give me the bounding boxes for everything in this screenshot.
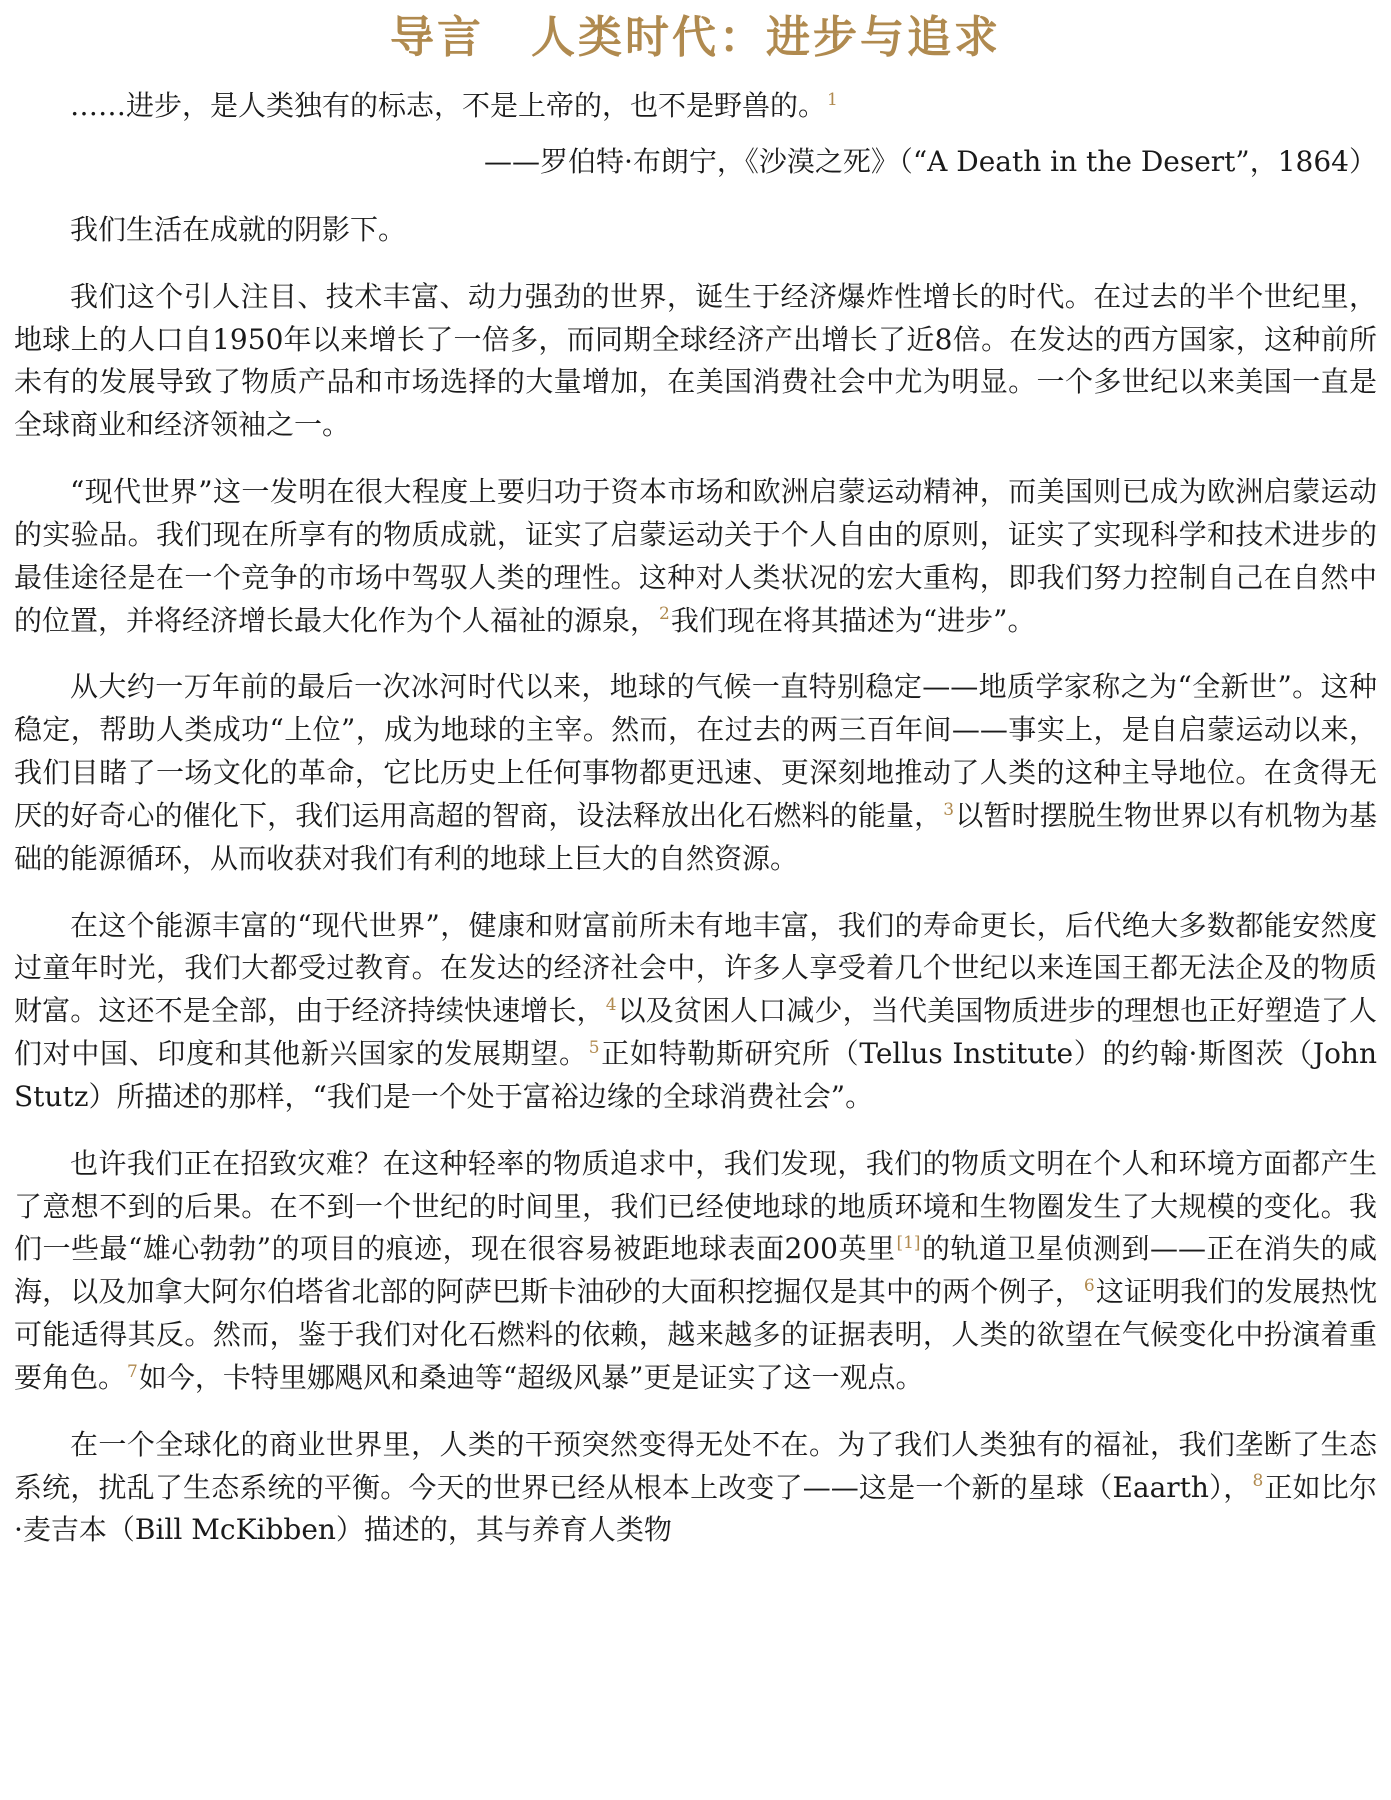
paragraph-text: 从大约一万年前的最后一次冰河时代以来，地球的气候一直特别稳定——地质学家称之为“全新世”。这种稳定，帮助人类成功“上位”，成为地球的主宰。然而，在过去的两三百年间——事实上，是自启蒙运动以来，我们目睹了一场文化的革命，它比历史上任何事物都更迅速、更深刻地推动了人类的这种主导地位。在贪得无厌的好奇心的催化下，我们运用高超的智商，设法释放出化石燃料的能量， bbox=[14, 670, 1377, 832]
paragraph-text: 以暂时摆脱生物世界以有机物为基础的能源循环，从而收获对我们有利的地球上巨大的自然资源。 bbox=[14, 798, 1377, 875]
footnote-ref[interactable]: 7 bbox=[127, 1361, 138, 1382]
paragraph-text: 我们这个引人注目、技术丰富、动力强劲的世界，诞生于经济爆炸性增长的时代。在过去的半个世纪里，地球上的人口自1950年以来增长了一倍多，而同期全球经济产出增长了近8倍。在发达的西方国家，这种前所未有的发展导致了物质产品和市场选择的大量增加，在美国消费社会中尤为明显。一个多世纪以来美国一直是全球商业和经济领袖之一。 bbox=[14, 279, 1377, 442]
paragraph-text: 这证明我们的发展热忱可能适得其反。然而，鉴于我们对化石燃料的依赖，越来越多的证据表明，人类的欲望在气候变化中扮演着重要角色。 bbox=[14, 1275, 1377, 1394]
body-paragraph bbox=[14, 666, 1377, 880]
paragraph-text: 正如比尔·麦吉本（Bill McKibben）描述的，其与养育人类物 bbox=[14, 1470, 1377, 1547]
body-paragraph bbox=[14, 1424, 1377, 1552]
paragraph-text: “现代世界”这一发明在很大程度上要归功于资本市场和欧洲启蒙运动精神，而美国则已成为欧洲启蒙运动的实验品。我们现在所享有的物质成就，证实了启蒙运动关于个人自由的原则，证实了实现科学和技术进步的最佳途径是在一个竞争的市场中驾驭人类的理性。这种对人类状况的宏大重构，即我们努力控制自己在自然中的位置，并将经济增长最大化作为个人福祉的源泉， bbox=[14, 475, 1377, 637]
paragraph-text: 如今，卡特里娜飓风和桑迪等“超级风暴”更是证实了这一观点。 bbox=[138, 1360, 924, 1394]
body-paragraph bbox=[14, 905, 1377, 1119]
paragraph-text: 在一个全球化的商业世界里，人类的干预突然变得无处不在。为了我们人类独有的福祉，我们垄断了生态系统，扰乱了生态系统的平衡。今天的世界已经从根本上改变了——这是一个新的星球（Eaarth）， bbox=[14, 1427, 1377, 1504]
body-paragraph bbox=[14, 471, 1377, 642]
footnote-ref[interactable]: 4 bbox=[605, 994, 617, 1015]
epigraph-quote-text: ……进步，是人类独有的标志，不是上帝的，也不是野兽的。 bbox=[70, 89, 827, 122]
body-paragraph bbox=[14, 209, 1377, 252]
footnote-ref[interactable]: 1 bbox=[827, 89, 838, 110]
paragraph-text: 也许我们正在招致灾难？在这种轻率的物质追求中，我们发现，我们的物质文明在个人和环境方面都产生了意想不到的后果。在不到一个世纪的时间里，我们已经使地球的地质环境和生物圈发生了大规模的变化。我们一些最“雄心勃勃”的项目的痕迹，现在很容易被距地球表面200英里 bbox=[14, 1146, 1377, 1266]
chapter-title: 导言 人类时代：进步与追求 bbox=[390, 12, 1001, 63]
paragraph-text: 以及贫困人口减少，当代美国物质进步的理想也正好塑造了人们对中国、印度和其他新兴国家的发展期望。 bbox=[14, 994, 1377, 1071]
body-paragraph bbox=[14, 276, 1377, 447]
footnote-ref[interactable]: 5 bbox=[588, 1037, 600, 1058]
footnote-ref[interactable]: [1] bbox=[896, 1233, 921, 1254]
epigraph-attribution: ——罗伯特·布朗宁，《沙漠之死》（“A Death in the Desert”，1864） bbox=[483, 145, 1377, 178]
paragraph-text: 我们生活在成就的阴影下。 bbox=[70, 213, 407, 246]
paragraph-text: 的轨道卫星侦测到——正在消失的咸海，以及加拿大阿尔伯塔省北部的阿萨巴斯卡油砂的大面积挖掘仅是其中的两个例子， bbox=[14, 1232, 1377, 1309]
footnote-ref[interactable]: 2 bbox=[659, 604, 670, 625]
footnote-ref[interactable]: 3 bbox=[943, 799, 955, 820]
footnote-ref[interactable]: 8 bbox=[1252, 1471, 1264, 1492]
paragraph-text: 我们现在将其描述为“进步”。 bbox=[670, 603, 1036, 637]
epigraph-quote bbox=[14, 85, 1377, 127]
body-paragraph bbox=[14, 1143, 1377, 1400]
paragraph-text: 正如特勒斯研究所（Tellus Institute）的约翰·斯图茨（John Stutz）所描述的那样，“我们是一个处于富裕边缘的全球消费社会”。 bbox=[14, 1037, 1377, 1113]
body-text bbox=[14, 209, 1377, 1552]
paragraph-text: 在这个能源丰富的“现代世界”，健康和财富前所未有地丰富，我们的寿命更长，后代绝大多数都能安然度过童年时光，我们大都受过教育。在发达的经济社会中，许多人享受着几个世纪以来连国王都无法企及的物质财富。这还不是全部，由于经济持续快速增长， bbox=[14, 908, 1377, 1028]
footnote-ref[interactable]: 6 bbox=[1083, 1275, 1095, 1296]
